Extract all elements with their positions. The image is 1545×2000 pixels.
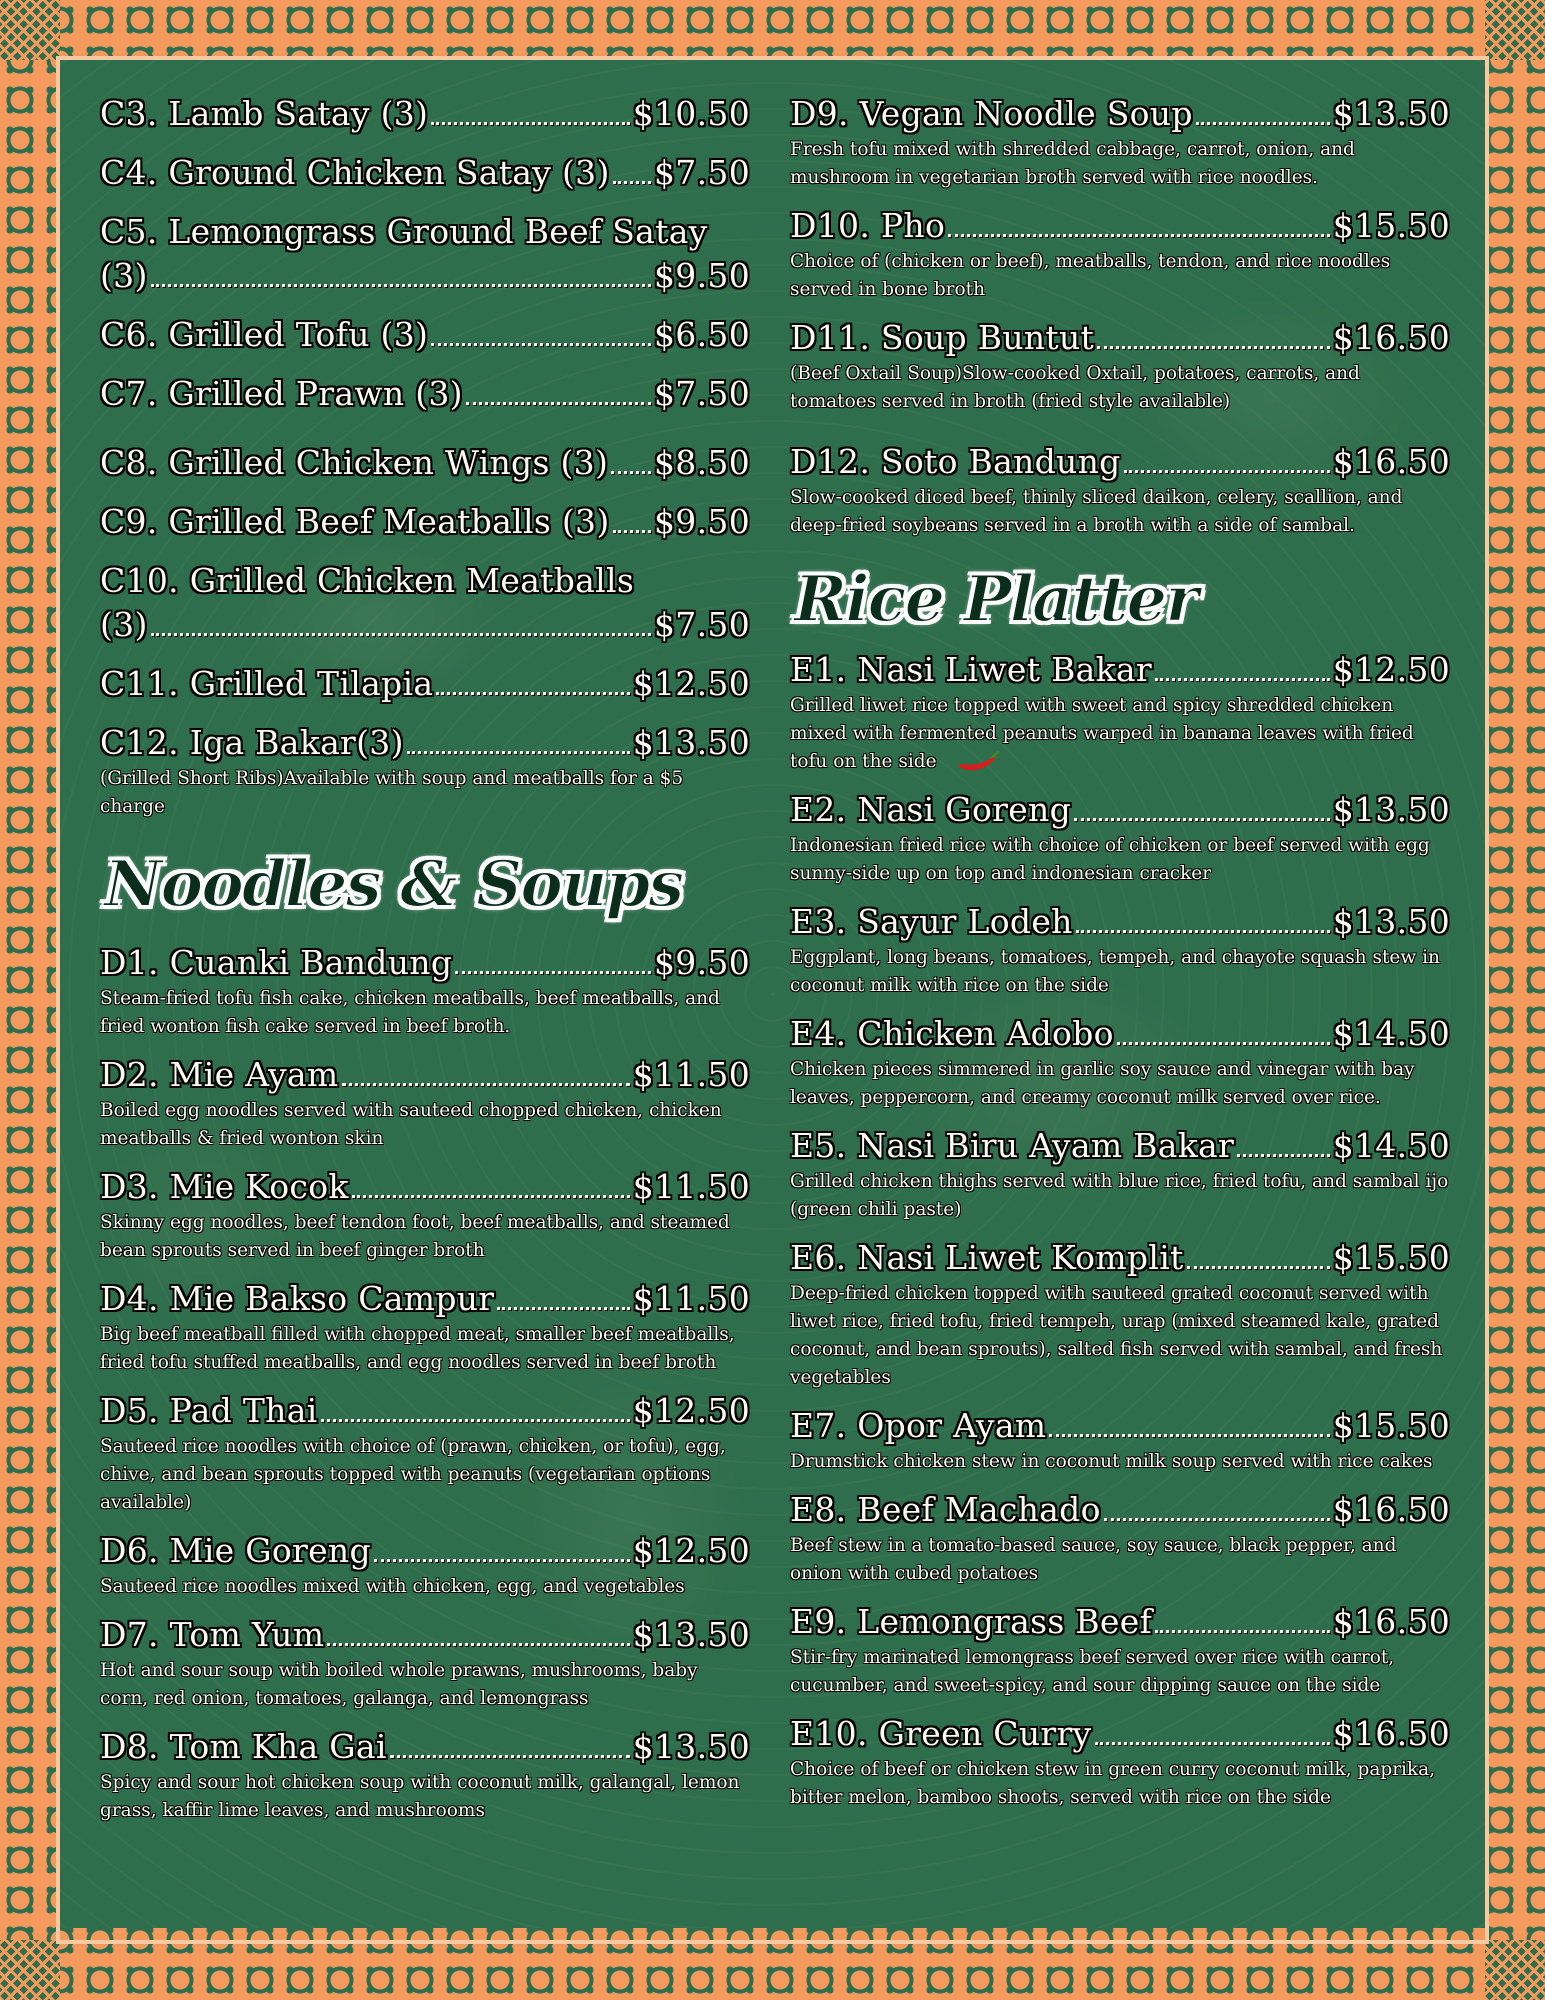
item-description: Deep-fried chicken topped with sauteed grated coconut served with liwet rice, fried tofu, fried tempeh, urap (mixed steamed kale, grated coconut, and bean sprouts), salted fish served with sambal, and fresh vegetables [790,1283,1443,1388]
menu-item [100,1165,750,1265]
right-column [790,92,1450,1812]
item-description: Drumstick chicken stew in coconut milk soup served with rice cakes [790,1451,1433,1472]
item-price: $12.50 [632,1391,750,1430]
item-name: E3. Sayur Lodeh [790,902,1073,941]
item-name: D12. Soto Bandung [790,442,1121,481]
item-name: D6. Mie Goreng [100,1531,371,1570]
item-name: E10. Green Curry [790,1714,1092,1753]
dot-leader [1076,930,1330,933]
menu-item [790,1124,1450,1224]
dot-leader [1095,1742,1330,1745]
item-price: $9.50 [654,943,750,982]
item-price: $16.50 [1332,442,1450,481]
dot-leader [352,1195,630,1198]
item-price: $15.50 [1332,206,1450,245]
dot-leader [613,181,651,184]
menu-item [100,941,750,1041]
item-name: E6. Nasi Liwet Komplit [790,1238,1184,1277]
dot-leader [1104,1518,1330,1521]
item-price: $7.50 [654,153,750,192]
corner-ornament [1485,1940,1545,2000]
menu-item [100,372,750,416]
menu-panel [60,60,1485,1928]
item-description: Boiled egg noodles served with sauteed chopped chicken, chicken meatballs & fried wonton skin [100,1100,722,1149]
menu-item [100,151,750,195]
dot-leader [390,1755,630,1758]
item-price: $7.50 [654,605,750,644]
item-description: Chicken pieces simmered in garlic soy sauce and vinegar with bay leaves, peppercorn, and creamy coconut milk served over rice. [790,1059,1415,1108]
item-name: D2. Mie Ayam [100,1055,339,1094]
menu-item [100,441,750,485]
dot-leader [374,1559,630,1562]
chili-pepper-icon [956,751,1002,773]
item-price: $13.50 [1332,94,1450,133]
item-price: $16.50 [1332,1490,1450,1529]
item-price: $9.50 [654,256,750,295]
menu-item [790,1236,1450,1392]
menu-item [100,1725,750,1825]
dot-leader [1074,818,1330,821]
item-description: Choice of beef or chicken stew in green curry coconut milk, paprika, bitter melon, bamboo shoots, served with rice on the side [790,1759,1436,1808]
item-description: Slow-cooked diced beef, thinly sliced daikon, celery, scallion, and deep-fried soybeans served in a broth with a side of sambal. [790,487,1403,536]
item-price: $7.50 [654,374,750,413]
item-price: $13.50 [632,1615,750,1654]
item-price: $14.50 [1332,1126,1450,1165]
menu-item [100,313,750,357]
menu-item [100,1529,750,1601]
dot-leader [611,471,651,474]
item-name-cont: (3) [100,256,148,295]
corner-ornament [0,1940,60,2000]
dot-leader [151,284,651,287]
item-description: Eggplant, long beans, tomatoes, tempeh, and chayote squash stew in coconut milk with rice on the side [790,947,1440,996]
item-name: C7. Grilled Prawn (3) [100,374,463,413]
menu-item [100,662,750,706]
item-description: Beef stew in a tomato-based sauce, soy sauce, black pepper, and onion with cubed potatoes [790,1535,1397,1584]
item-description: (Grilled Short Ribs)Available with soup and meatballs for a $5 charge [100,768,684,817]
item-description: Indonesian fried rice with choice of chicken or beef served with egg sunny-side up on top and indonesian cracker [790,835,1430,884]
menu-item [790,92,1450,192]
item-description: Sauteed rice noodles with choice of (prawn, chicken, or tofu), egg, chive, and bean sprouts topped with peanuts (vegetarian options available) [100,1436,726,1513]
dot-leader [466,402,651,405]
item-price: $10.50 [632,94,750,133]
item-price: $16.50 [1332,318,1450,357]
item-name: E1. Nasi Liwet Bakar [790,650,1152,689]
item-description: Big beef meatball filled with chopped meat, smaller beef meatballs, fried tofu stuffed meatballs, and egg noodles served in beef broth [100,1324,735,1373]
dot-leader [1049,1434,1329,1437]
item-price: $15.50 [1332,1238,1450,1277]
item-name: C4. Ground Chicken Satay (3) [100,153,610,192]
section-title-rice-platter: Rice Platter [794,562,1197,637]
item-price: $13.50 [1332,790,1450,829]
menu-item [100,1389,750,1517]
item-price: $6.50 [654,315,750,354]
dot-leader [431,343,651,346]
item-price: $11.50 [632,1279,750,1318]
item-name: E2. Nasi Goreng [790,790,1072,829]
menu-item [790,204,1450,304]
menu-item [100,721,750,821]
dot-leader [948,234,1330,237]
item-name: E8. Beef Machado [790,1490,1101,1529]
menu-item [100,559,750,647]
item-price: $11.50 [632,1167,750,1206]
item-price: $8.50 [654,443,750,482]
menu-item [100,92,750,136]
item-price: $13.50 [632,723,750,762]
dot-leader [431,122,630,125]
item-name: D10. Pho [790,206,946,245]
dot-leader [1117,1042,1330,1045]
item-name: E5. Nasi Biru Ayam Bakar [790,1126,1235,1165]
item-name: C3. Lamb Satay (3) [100,94,429,133]
item-name: D8. Tom Kha Gai [100,1727,387,1766]
menu-item [100,1053,750,1153]
menu-item [790,1712,1450,1812]
menu-item [790,1404,1450,1476]
menu-item [100,500,750,544]
menu-item [790,440,1450,540]
item-description: Sauteed rice noodles mixed with chicken, egg, and vegetables [100,1576,685,1597]
menu-item [790,1012,1450,1112]
dot-leader [1155,1630,1330,1633]
dot-leader [436,692,629,695]
menu-item [790,316,1450,416]
left-column [100,92,750,1825]
item-description: Grilled chicken thighs served with blue rice, fried tofu, and sambal ijo (green chili paste) [790,1171,1449,1220]
item-price: $9.50 [654,502,750,541]
rice-items-list [790,788,1450,1812]
item-description: Choice of (chicken or beef), meatballs, tendon, and rice noodles served in bone broth [790,251,1391,300]
dot-leader [455,971,651,974]
menu-item [100,210,750,298]
item-name: C8. Grilled Chicken Wings (3) [100,443,609,482]
menu-item [790,1488,1450,1588]
item-description: Grilled liwet rice topped with sweet and spicy shredded chicken mixed with fermented peanuts warped in banana leaves with fried tofu on the side [790,695,1414,772]
item-price: $14.50 [1332,1014,1450,1053]
dot-leader [497,1307,629,1310]
dot-leader [321,1419,630,1422]
menu-item [790,900,1450,1000]
item-name: E7. Opor Ayam [790,1406,1047,1445]
menu-item [790,788,1450,888]
item-description: Spicy and sour hot chicken soup with coconut milk, galangal, lemon grass, kaffir lime leaves, and mushrooms [100,1772,740,1821]
soup-items-list [790,92,1450,540]
item-price: $13.50 [632,1727,750,1766]
corner-ornament [0,0,60,60]
item-name: C11. Grilled Tilapia [100,664,434,703]
item-name: D9. Vegan Noodle Soup [790,94,1193,133]
item-name: D11. Soup Buntut [790,318,1095,357]
dot-leader [1237,1154,1330,1157]
menu-item [790,648,1450,776]
item-description: (Beef Oxtail Soup)Slow-cooked Oxtail, potatoes, carrots, and tomatoes served in broth (fried style available) [790,363,1360,412]
item-price: $12.50 [632,664,750,703]
menu-item [100,1277,750,1377]
item-name: E4. Chicken Adobo [790,1014,1114,1053]
item-name: C5. Lemongrass Ground Beef Satay [100,212,708,251]
noodle-items-list [100,941,750,1825]
item-name: C6. Grilled Tofu (3) [100,315,429,354]
menu-item [790,1600,1450,1700]
dot-leader [342,1083,630,1086]
item-price: $11.50 [632,1055,750,1094]
dot-leader [1124,470,1330,473]
item-name: D4. Mie Bakso Campur [100,1279,495,1318]
item-price: $15.50 [1332,1406,1450,1445]
dot-leader [327,1643,629,1646]
item-price: $12.50 [1332,650,1450,689]
item-price: $16.50 [1332,1714,1450,1753]
dot-leader [1155,678,1330,681]
section-title-noodles-soups: Noodles & Soups [104,847,683,922]
dot-leader [1097,346,1330,349]
item-price: $13.50 [1332,902,1450,941]
item-name: D7. Tom Yum [100,1615,325,1654]
item-name: D3. Mie Kocok [100,1167,349,1206]
item-description: Hot and sour soup with boiled whole prawns, mushrooms, baby corn, red onion, tomatoes, galanga, and lemongrass [100,1660,698,1709]
corner-ornament [1485,0,1545,60]
item-name: D1. Cuanki Bandung [100,943,453,982]
item-name: C12. Iga Bakar(3) [100,723,404,762]
dot-leader [151,633,651,636]
menu-item [100,1613,750,1713]
item-description: Steam-fried tofu fish cake, chicken meatballs, beef meatballs, and fried wonton fish cake served in beef broth. [100,988,720,1037]
dot-leader [1187,1266,1330,1269]
item-name-cont: (3) [100,605,148,644]
dot-leader [613,530,652,533]
item-description: Skinny egg noodles, beef tendon foot, beef meatballs, and steamed bean sprouts served in beef ginger broth [100,1212,730,1261]
item-name: C10. Grilled Chicken Meatballs [100,561,635,600]
item-description: Fresh tofu mixed with shredded cabbage, carrot, onion, and mushroom in vegetarian broth served with rice noodles. [790,139,1355,188]
item-name: C9. Grilled Beef Meatballs (3) [100,502,610,541]
item-price: $16.50 [1332,1602,1450,1641]
dot-leader [407,751,630,754]
item-price: $12.50 [632,1531,750,1570]
dot-leader [1196,122,1330,125]
item-name: D5. Pad Thai [100,1391,318,1430]
item-name: E9. Lemongrass Beef [790,1602,1153,1641]
item-description: Stir-fry marinated lemongrass beef served over rice with carrot, cucumber, and sweet-spicy, and sour dipping sauce on the side [790,1647,1395,1696]
